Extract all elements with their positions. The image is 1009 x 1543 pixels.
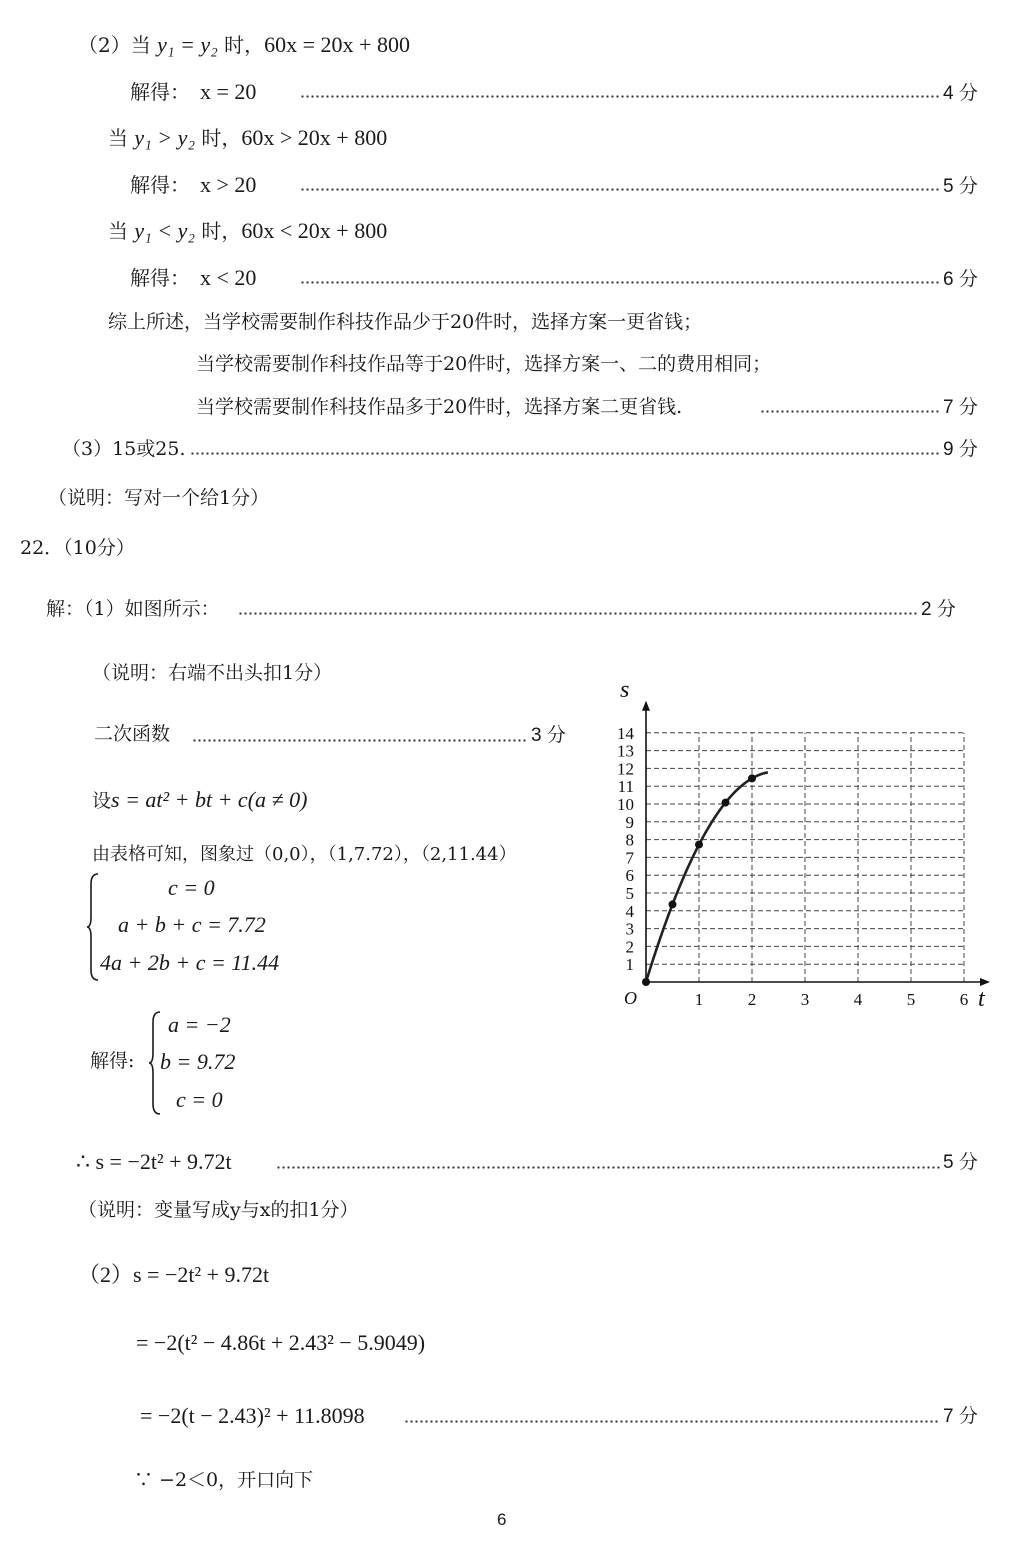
x-tick-label: 3 xyxy=(800,990,810,1009)
l3-prefix: 当 xyxy=(108,126,135,150)
score-value: 9 xyxy=(943,439,954,460)
y-tick-label: 6 xyxy=(625,866,634,886)
x-tick-label: 5 xyxy=(906,990,916,1009)
q22-note2: （说明：变量写成y与x的扣1分） xyxy=(78,1199,359,1221)
l1-cond: y₁ = y₂ xyxy=(157,32,218,57)
sys1-eq1: c = 0 xyxy=(168,875,215,900)
y-tick-label: 2 xyxy=(625,937,634,957)
p2-line2: = −2(t² − 4.86t + 2.43² − 5.9049) xyxy=(136,1330,426,1355)
score-unit: 分 xyxy=(958,396,978,418)
y-tick-label: 1 xyxy=(625,955,634,975)
q22-assume xyxy=(92,788,307,813)
y-axis-label: s xyxy=(620,682,630,703)
x-tick-label: 4 xyxy=(853,990,863,1009)
l5-prefix: 当 xyxy=(108,219,135,243)
assume-eq: s = at² + bt + c(a ≠ 0) xyxy=(111,787,308,812)
q22-quad: 二次函数 xyxy=(94,723,171,745)
y-tick-label: 9 xyxy=(625,812,634,832)
summary-line1: 综上所述，当学校需要制作科技作品少于20件时，选择方案一更省钱； xyxy=(108,311,703,333)
score-value: 6 xyxy=(943,269,954,290)
x-tick-label: 6 xyxy=(959,990,969,1009)
q22-solution-line: 解：（1）如图所示： xyxy=(46,598,220,620)
sys2-eq3: c = 0 xyxy=(176,1087,223,1112)
part2-line3 xyxy=(108,126,387,150)
x-axis-arrow xyxy=(980,978,990,986)
dot-leader xyxy=(192,739,528,742)
q22-note1: （说明：右端不出头扣1分） xyxy=(92,662,333,684)
dot-leader xyxy=(238,612,918,615)
l5-eq: 60x < 20x + 800 xyxy=(241,218,388,243)
part2-line4 xyxy=(130,173,256,197)
data-point xyxy=(669,900,677,908)
y-tick-label: 4 xyxy=(625,901,634,921)
score-5b xyxy=(943,1150,978,1175)
s-t-chart xyxy=(610,682,990,1022)
y-tick-label: 11 xyxy=(617,777,634,797)
x-axis-label: t xyxy=(978,986,985,1012)
score-unit: 分 xyxy=(546,724,566,746)
q22-table-text: 由表格可知，图象过（0,0），（1,7.72），（2,11.44） xyxy=(92,844,517,865)
p2-line4: ∵ −2＜0，开口向下 xyxy=(134,1469,314,1491)
l5-mid: 时， xyxy=(195,219,242,243)
page-number: 6 xyxy=(497,1510,507,1529)
score-value: 5 xyxy=(943,176,954,197)
dot-leader xyxy=(760,410,940,413)
l6-label: 解得： xyxy=(130,266,190,290)
l3-mid: 时， xyxy=(195,126,242,150)
l4-label: 解得： xyxy=(130,173,190,197)
score-unit: 分 xyxy=(958,438,978,460)
score-3 xyxy=(531,723,566,748)
l2-eq: x = 20 xyxy=(200,79,257,104)
score-9 xyxy=(943,437,978,462)
y-tick-label: 13 xyxy=(617,741,634,761)
l2-label: 解得： xyxy=(130,80,190,104)
x-tick-label: 2 xyxy=(747,990,757,1009)
data-point xyxy=(748,774,756,782)
score-value: 7 xyxy=(943,397,954,418)
l3-eq: 60x > 20x + 800 xyxy=(241,125,388,150)
l1-mid: 时， xyxy=(217,33,265,57)
y-tick-label: 12 xyxy=(617,759,634,779)
p2-line3: = −2(t − 2.43)² + 11.8098 xyxy=(140,1403,365,1428)
dot-leader xyxy=(404,1420,940,1423)
data-point xyxy=(695,841,703,849)
y-axis-arrow xyxy=(642,701,650,711)
y-tick-label: 8 xyxy=(625,830,634,850)
score-value: 2 xyxy=(921,599,932,620)
score-unit: 分 xyxy=(936,598,956,620)
l3-cond: y₁ > y₂ xyxy=(134,125,196,150)
part2-line5 xyxy=(108,219,387,243)
part2-line2 xyxy=(130,80,256,104)
p2-line1: （2）s = −2t² + 9.72t xyxy=(78,1262,270,1287)
dot-leader xyxy=(276,1166,940,1169)
sys1-eq3: 4a + 2b + c = 11.44 xyxy=(100,950,280,975)
y-tick-label: 7 xyxy=(625,848,634,868)
brace-icon xyxy=(86,872,100,982)
sys2-eq1: a = −2 xyxy=(168,1012,231,1037)
assume-prefix: 设 xyxy=(92,790,112,812)
score-value: 7 xyxy=(943,1406,954,1427)
y-tick-label: 14 xyxy=(617,723,634,743)
part2-line6 xyxy=(130,266,256,290)
y-tick-label: 5 xyxy=(625,884,634,903)
l1-eq: 60x = 20x + 800 xyxy=(264,32,410,57)
q22-header: 22．（10分） xyxy=(20,537,135,559)
part3-answer: （3）15或25. xyxy=(62,438,186,460)
part2-line1 xyxy=(78,33,410,57)
score-value: 4 xyxy=(943,83,954,104)
part3-note: （说明：写对一个给1分） xyxy=(48,487,270,509)
score-7b xyxy=(943,1404,978,1429)
l6-eq: x < 20 xyxy=(200,265,257,290)
score-unit: 分 xyxy=(958,1151,978,1173)
q22-result: ∴ s = −2t² + 9.72t xyxy=(76,1149,232,1174)
data-point xyxy=(642,978,650,986)
score-unit: 分 xyxy=(958,268,978,290)
score-unit: 分 xyxy=(958,82,978,104)
y-tick-label: 3 xyxy=(625,919,634,939)
score-unit: 分 xyxy=(958,1405,978,1427)
summary-line2: 当学校需要制作科技作品等于20件时，选择方案一、二的费用相同； xyxy=(196,353,772,375)
score-value: 3 xyxy=(531,725,542,746)
score-6 xyxy=(943,267,978,292)
data-point xyxy=(722,799,730,807)
x-tick-label: 1 xyxy=(694,990,704,1009)
dot-leader xyxy=(300,281,940,284)
l1-prefix: （2）当 xyxy=(78,33,158,57)
score-7 xyxy=(943,395,978,420)
sys2-eq2: b = 9.72 xyxy=(160,1049,236,1074)
sys1-eq2: a + b + c = 7.72 xyxy=(118,912,266,937)
summary-line3: 当学校需要制作科技作品多于20件时，选择方案二更省钱. xyxy=(196,396,683,418)
score-2 xyxy=(921,597,956,622)
dot-leader xyxy=(190,452,940,455)
dot-leader xyxy=(300,95,940,98)
y-tick-label: 10 xyxy=(617,795,634,814)
score-unit: 分 xyxy=(958,175,978,197)
solve-label: 解得: xyxy=(90,1050,135,1072)
l4-eq: x > 20 xyxy=(200,172,257,197)
score-4 xyxy=(943,81,978,106)
left-brace xyxy=(86,872,100,982)
dot-leader xyxy=(300,188,940,191)
score-5 xyxy=(943,174,978,199)
score-value: 5 xyxy=(943,1152,954,1173)
origin-label: O xyxy=(624,988,637,1008)
l5-cond: y₁ < y₂ xyxy=(134,218,196,243)
